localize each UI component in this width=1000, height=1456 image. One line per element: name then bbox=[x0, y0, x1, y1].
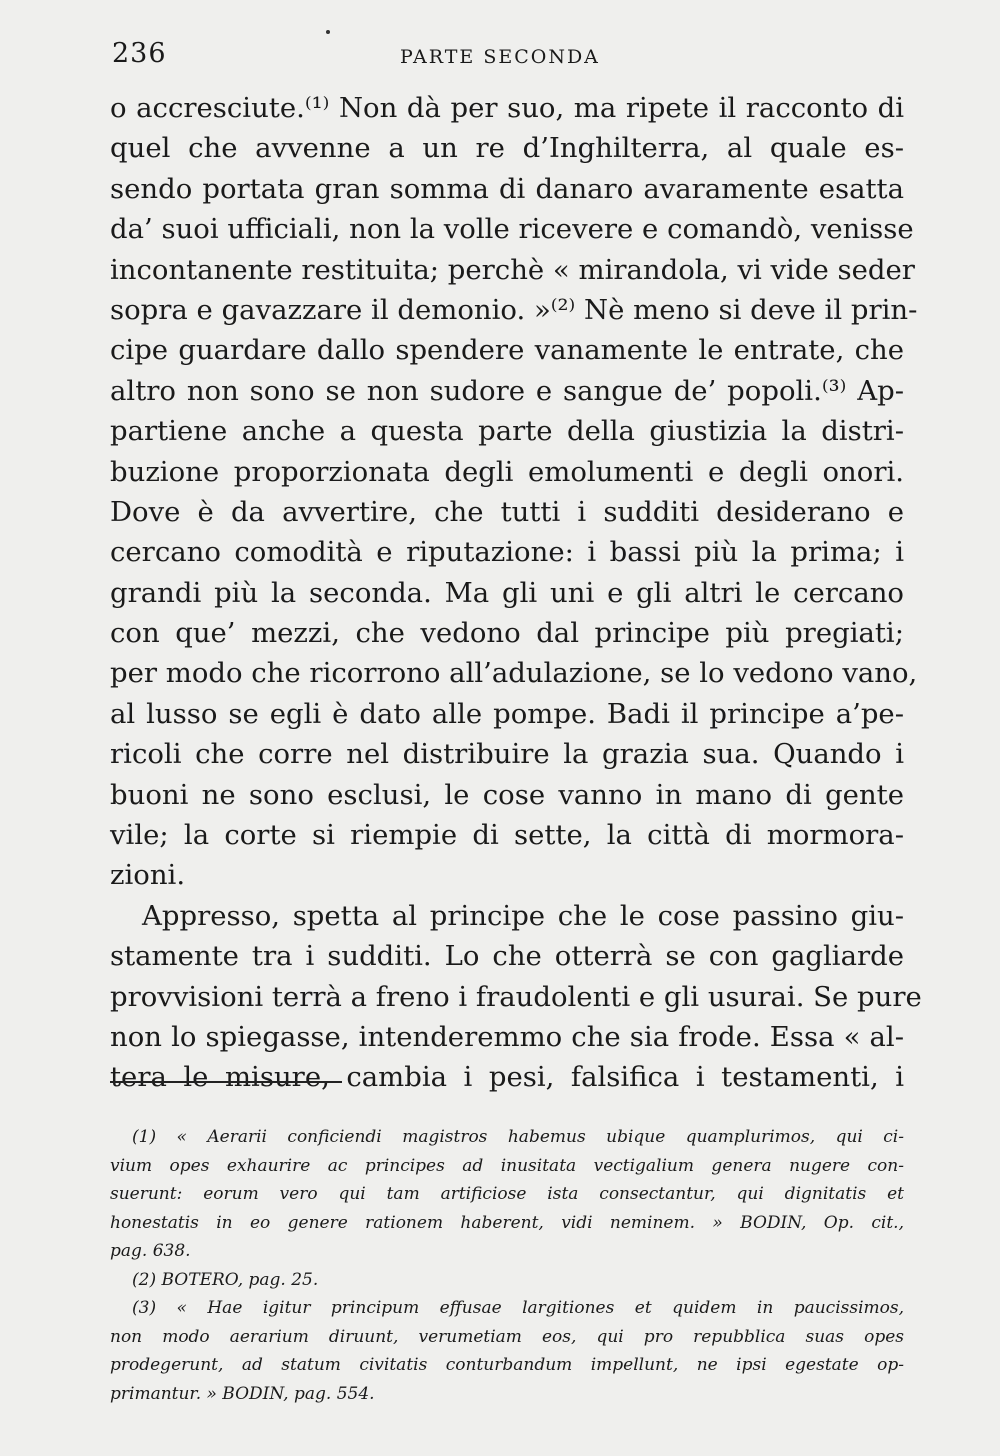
body-line: per modo che ricorrono all’adulazione, se lo vedono vano, bbox=[110, 657, 918, 690]
footnote-1 bbox=[110, 1123, 904, 1266]
body-line: Dove è da avvertire, che tutti i sudditi desiderano e bbox=[110, 495, 904, 528]
footnotes bbox=[110, 1123, 904, 1408]
body-line: quel che avvenne a un re d’Inghilterra, al quale es- bbox=[110, 132, 904, 165]
footnote-line: prodegerunt, ad statum civitatis conturbandum impellunt, ne ipsi egestate op- bbox=[110, 1355, 904, 1375]
body-text bbox=[110, 88, 922, 1098]
body-line: sendo portata gran somma di danaro avaramente esatta bbox=[110, 172, 904, 205]
footnote-line: vium opes exhaurire ac principes ad inusitata vectigalium genera nugere con- bbox=[110, 1155, 904, 1176]
page-header bbox=[112, 38, 902, 74]
footnote-line: primantur. » BODIN, pag. 554. bbox=[110, 1383, 375, 1404]
body-line: incontanente restituita; perchè « mirandola, vi vide seder bbox=[110, 253, 915, 286]
footnote-line: (2) BOTERO, pag. 25. bbox=[132, 1269, 319, 1290]
body-line: con que’ mezzi, che vedono dal principe più pregiati; bbox=[110, 617, 904, 650]
footnote-line: non modo aerarium diruunt, verumetiam eos, qui pro repubblica suas opes bbox=[110, 1326, 904, 1347]
body-line: grandi più la seconda. Ma gli uni e gli altri le cercano bbox=[110, 576, 904, 609]
body-line: buzione proporzionata degli emolumenti e degli onori. bbox=[110, 455, 904, 488]
body-line: provvisioni terrà a freno i fraudolenti e gli usurai. Se pure bbox=[110, 980, 922, 1013]
body-line: o accresciute.⁽¹⁾ Non dà per suo, ma ripete il racconto di bbox=[110, 92, 904, 124]
body-line: al lusso se egli è dato alle pompe. Badi il principe a’pe- bbox=[110, 697, 904, 730]
body-line: cercano comodità e riputazione: i bassi più la prima; i bbox=[110, 536, 904, 569]
body-line: sopra e gavazzare il demonio. »⁽²⁾ Nè meno si deve il prin- bbox=[110, 293, 918, 326]
footnote-line: (3) « Hae igitur principum effusae largitiones et quidem in paucissimos, bbox=[132, 1298, 904, 1318]
page-number: 236 bbox=[112, 38, 167, 69]
body-line: stamente tra i sudditi. Lo che otterrà se con gagliarde bbox=[110, 940, 904, 973]
footnote-3 bbox=[110, 1294, 904, 1408]
body-line: Appresso, spetta al principe che le cose passino giu- bbox=[142, 899, 904, 932]
print-speck bbox=[326, 30, 330, 34]
running-head: PARTE SECONDA bbox=[400, 46, 600, 68]
body-line: tera le misure, cambia i pesi, falsifica i testamenti, i bbox=[110, 1061, 904, 1094]
footnote-line: suerunt: eorum vero qui tam artificiose ista consectantur, qui dignitatis et bbox=[110, 1184, 904, 1204]
body-line: vile; la corte si riempie di sette, la città di mormora- bbox=[110, 819, 904, 852]
body-line: ricoli che corre nel distribuire la grazia sua. Quando i bbox=[110, 738, 904, 771]
body-line: non lo spiegasse, intenderemmo che sia frode. Essa « al- bbox=[110, 1020, 904, 1053]
footnote-line: pag. 638. bbox=[110, 1241, 191, 1261]
footnote-2 bbox=[110, 1266, 904, 1295]
body-line: da’ suoi ufficiali, non la volle ricevere e comandò, venisse bbox=[110, 213, 914, 246]
footnote-rule bbox=[110, 1081, 342, 1083]
footnote-line: (1) « Aerarii conficiendi magistros habemus ubique quamplurimos, qui ci- bbox=[132, 1127, 904, 1147]
body-line: cipe guardare dallo spendere vanamente le entrate, che bbox=[110, 334, 904, 367]
body-line: altro non sono se non sudore e sangue de’ popoli.⁽³⁾ Ap- bbox=[110, 374, 904, 407]
body-line: buoni ne sono esclusi, le cose vanno in mano di gente bbox=[110, 778, 904, 811]
body-line: partiene anche a questa parte della giustizia la distri- bbox=[110, 415, 904, 448]
body-line: zioni. bbox=[110, 859, 186, 892]
footnote-line: honestatis in eo genere rationem haberent, vidi neminem. » BODIN, Op. cit., bbox=[110, 1212, 904, 1233]
